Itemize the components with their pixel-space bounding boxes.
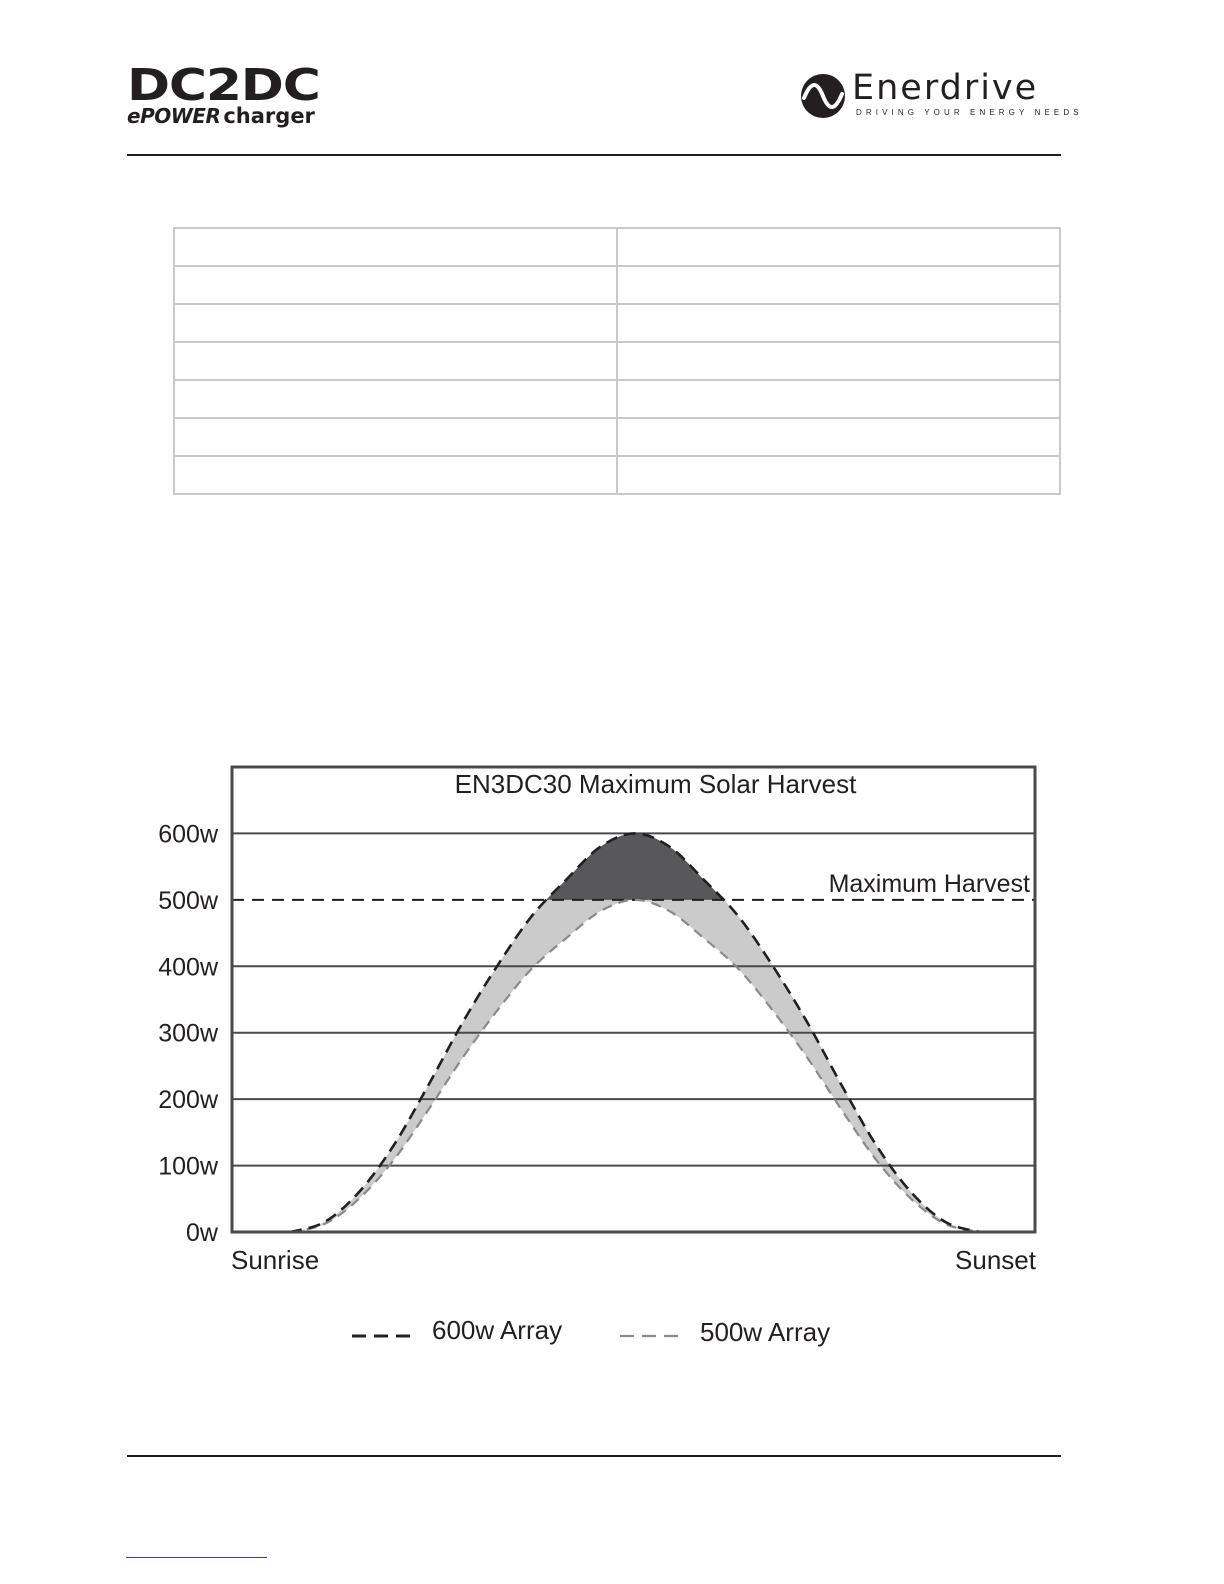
y-tick-label: 200w	[158, 1086, 218, 1115]
y-tick-label: 300w	[158, 1019, 218, 1048]
table-cell	[174, 380, 617, 418]
enerdrive-tagline: DRIVING YOUR ENERGY NEEDS	[856, 108, 1083, 117]
table-row	[174, 266, 1060, 304]
enerdrive-brand-name: Enerdrive	[852, 68, 1039, 108]
table-cell	[174, 266, 617, 304]
table-row	[174, 342, 1060, 380]
table-cell	[617, 304, 1060, 342]
logo-charger-text: charger	[223, 104, 315, 128]
header-divider	[127, 154, 1061, 156]
chart-title: EN3DC30 Maximum Solar Harvest	[454, 769, 857, 799]
table-cell	[617, 228, 1060, 266]
table-row	[174, 456, 1060, 494]
table-cell	[617, 380, 1060, 418]
spec-table-body	[174, 228, 1060, 494]
chart-legend	[352, 1315, 830, 1347]
table-cell	[617, 456, 1060, 494]
table-cell	[174, 228, 617, 266]
table-row	[174, 380, 1060, 418]
logo-subline	[127, 104, 315, 128]
sine-wave-circle-icon	[800, 73, 846, 119]
enerdrive-logo	[800, 68, 1083, 122]
table-cell	[617, 342, 1060, 380]
chart-labels	[158, 820, 219, 1247]
x-tick-label-sunset: Sunset	[955, 1245, 1036, 1275]
legend-label: 600w Array	[432, 1315, 563, 1345]
reference-line-label: Maximum Harvest	[828, 869, 1030, 898]
table-cell	[617, 418, 1060, 456]
y-tick-label: 500w	[158, 886, 218, 915]
y-tick-label: 600w	[158, 820, 218, 849]
footer-link-underline[interactable]	[126, 1557, 267, 1558]
y-tick-label: 100w	[158, 1152, 218, 1181]
footer-divider	[127, 1455, 1061, 1457]
y-tick-label: 400w	[158, 953, 218, 982]
solar-harvest-chart	[0, 740, 1224, 1380]
dc2dc-logo	[127, 60, 347, 130]
table-cell	[174, 304, 617, 342]
logo-dc2dc-text: DC2DC	[127, 60, 320, 111]
logo-epower-text: ePOWER	[127, 104, 221, 128]
table-row	[174, 228, 1060, 266]
legend-label: 500w Array	[700, 1317, 831, 1347]
table-row	[174, 418, 1060, 456]
series-line-500w	[290, 900, 980, 1232]
table-row	[174, 304, 1060, 342]
spec-table	[173, 227, 1061, 495]
table-cell	[174, 418, 617, 456]
x-tick-label-sunrise: Sunrise	[231, 1245, 320, 1275]
table-cell	[174, 342, 617, 380]
table-cell	[174, 456, 617, 494]
table-cell	[617, 266, 1060, 304]
y-tick-label: 0w	[186, 1219, 218, 1247]
